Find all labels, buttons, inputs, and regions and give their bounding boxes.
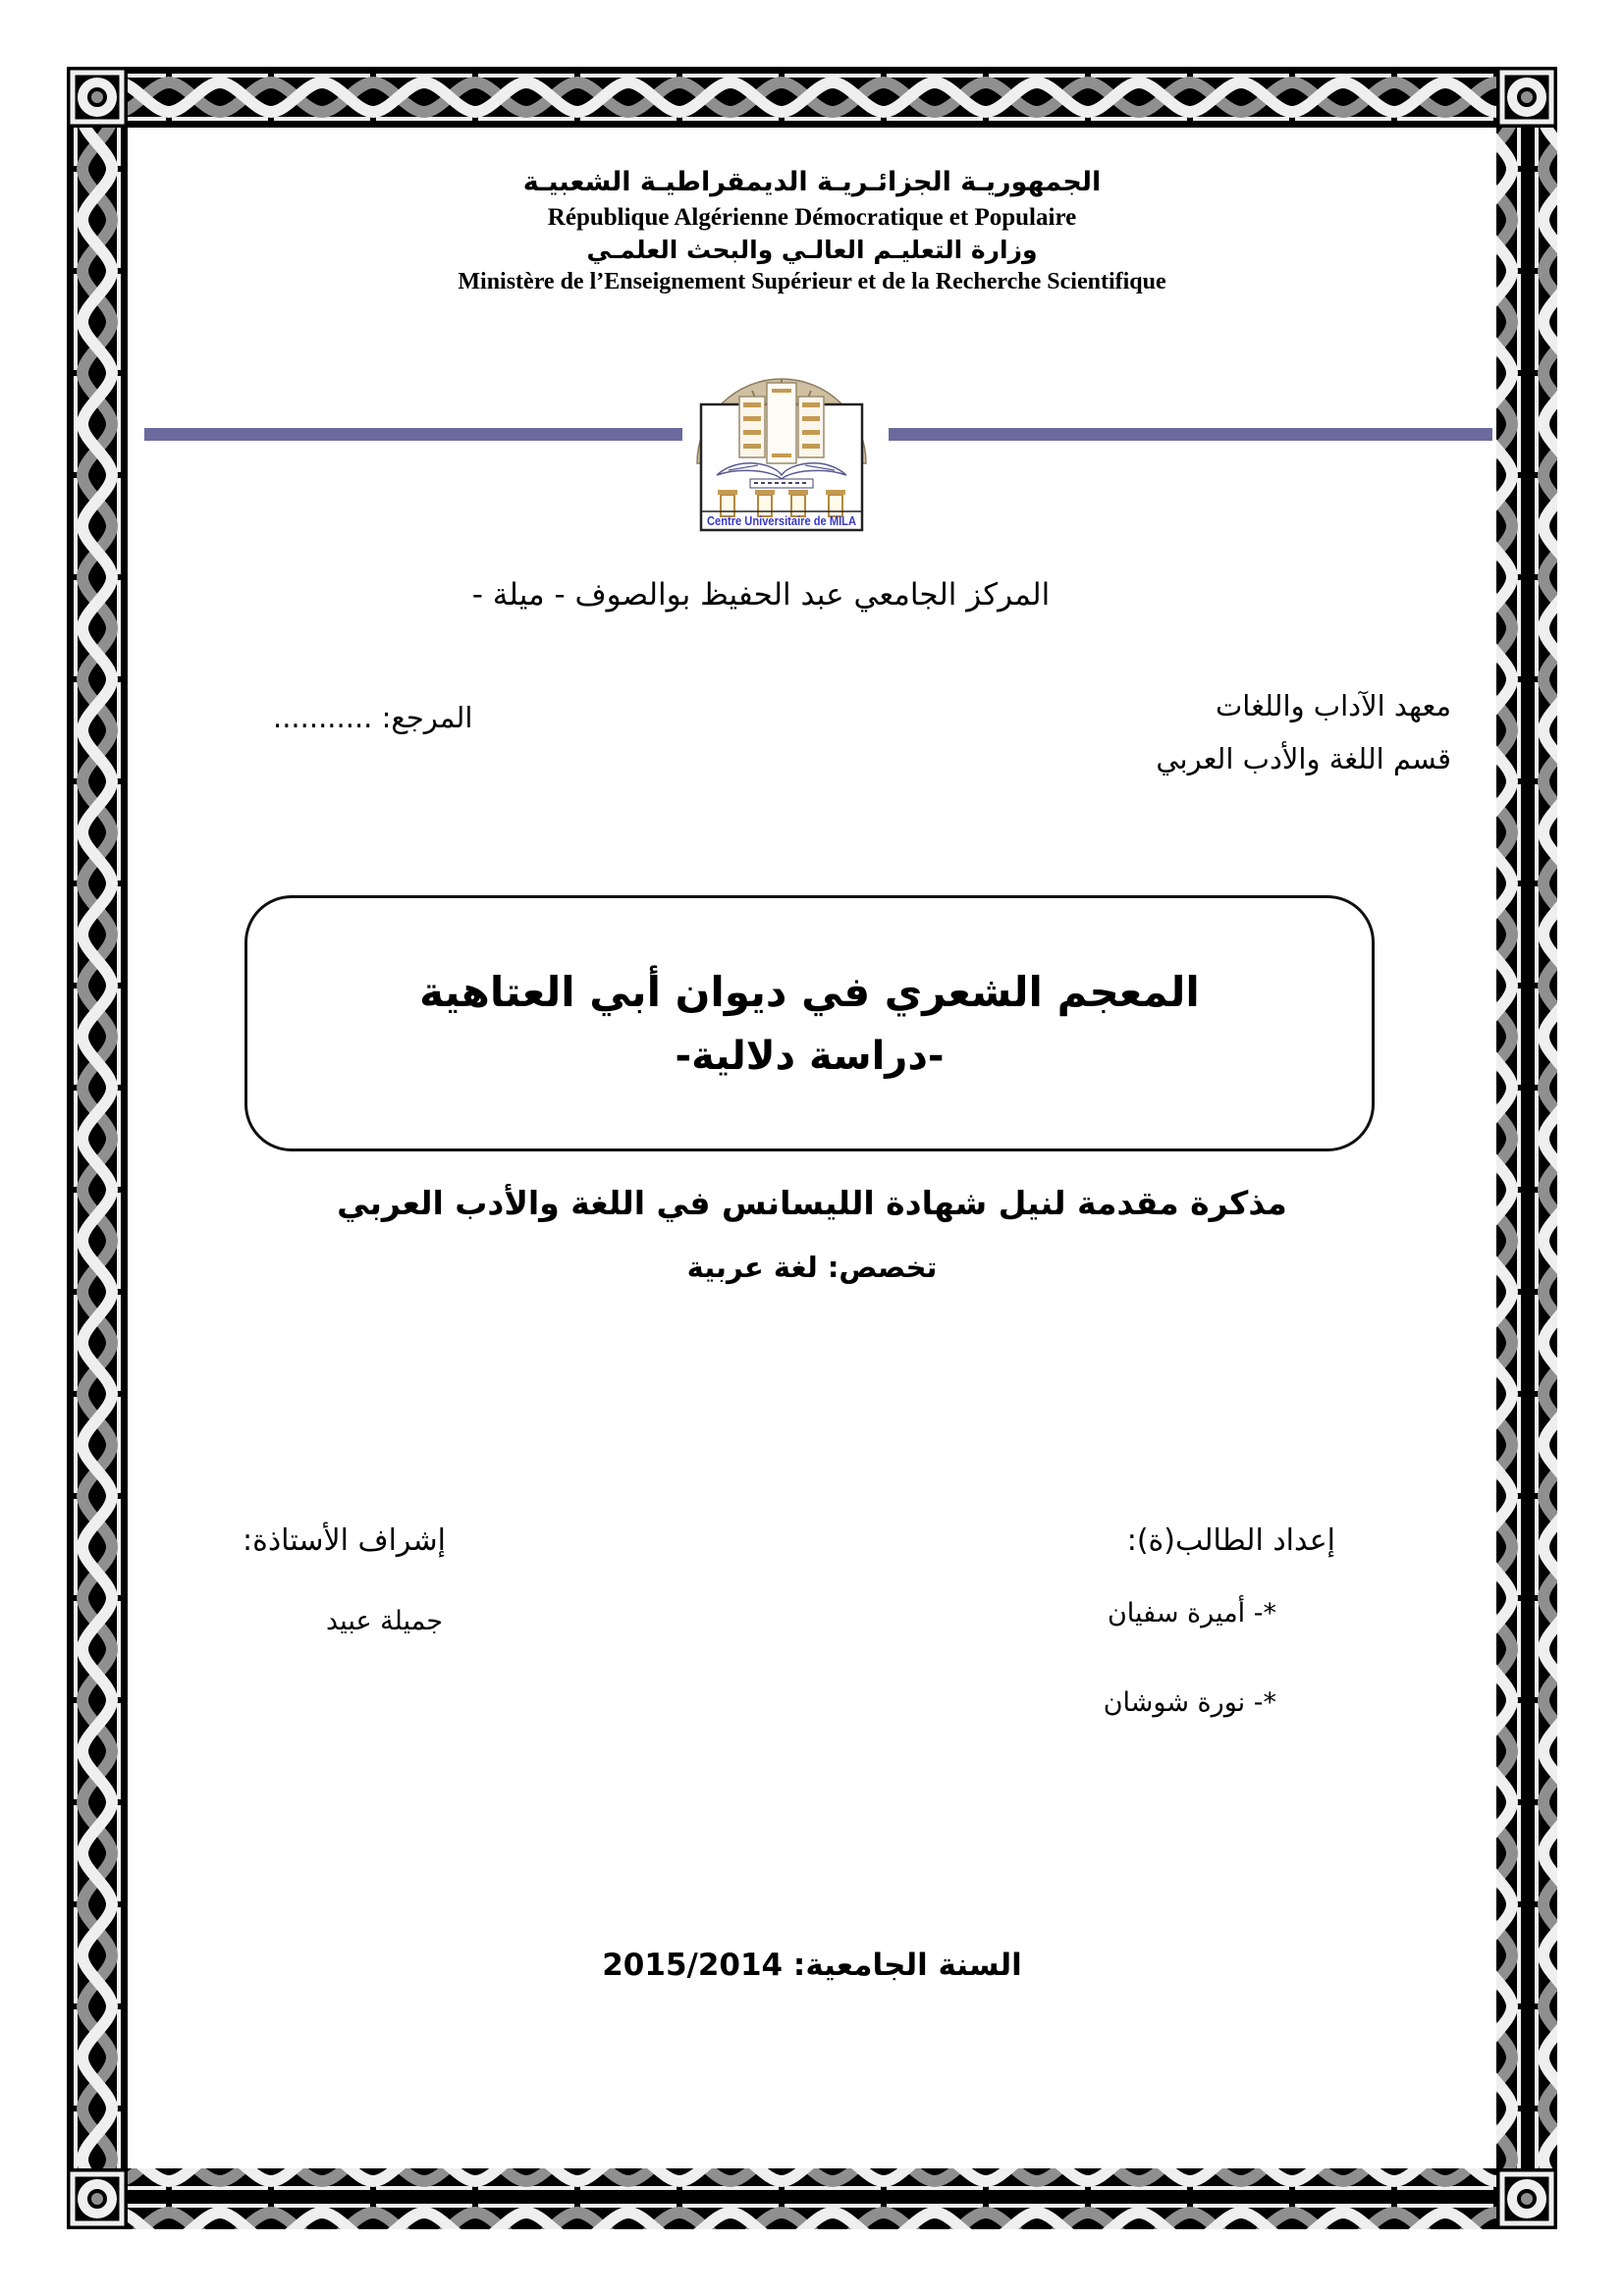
republic-title-french: République Algérienne Démocratique et Populaire (547, 204, 1077, 231)
institute-line: معهد الآداب واللغات (1215, 689, 1451, 722)
supervision-label: إشراف الأستاذة: (243, 1523, 446, 1558)
header-block (0, 169, 1624, 294)
thesis-title-box (244, 895, 1375, 1151)
memo-line: مذكرة مقدمة لنيل شهادة الليسانس في اللغة والأدب العربي (337, 1184, 1287, 1222)
ministry-title-arabic: وزارة التعليـم العالـي والبحث العلمـي (586, 236, 1038, 264)
ministry-title-french: Ministère de l’Enseignement Supérieur et de la Recherche Scientifique (458, 269, 1166, 294)
academic-year-line: السنة الجامعية: 2015/2014 (602, 1948, 1022, 1983)
university-logo (689, 346, 874, 575)
thesis-subtitle: -دراسة دلالية- (675, 1034, 945, 1079)
department-line: قسم اللغة والأدب العربي (1156, 742, 1451, 775)
supervisor-name: جميلة عبيد (326, 1606, 444, 1636)
university-name-line: المركز الجامعي عبد الحفيظ بوالصوف - ميلة - (471, 577, 1051, 613)
logo-caption: Centre Universitaire de MILA (707, 514, 856, 528)
thesis-title: المعجم الشعري في ديوان أبي العتاهية (419, 968, 1200, 1016)
reference-field: المرجع: ........... (273, 701, 473, 734)
institute-block (1156, 679, 1451, 785)
student-name: *- نورة شوشان (1103, 1687, 1276, 1718)
students-list (1104, 1598, 1276, 1777)
specialty-line: تخصص: لغة عربية (686, 1251, 938, 1284)
divider-line-left (144, 428, 682, 441)
republic-title-arabic: الجمهوريـة الجزائـريـة الديمقراطيـة الشعبيـة (522, 167, 1102, 197)
student-name: *- أميرة سفيان (1107, 1598, 1276, 1629)
divider-line-right (889, 428, 1492, 441)
prepared-by-label: إعداد الطالب(ة): (1126, 1523, 1335, 1558)
